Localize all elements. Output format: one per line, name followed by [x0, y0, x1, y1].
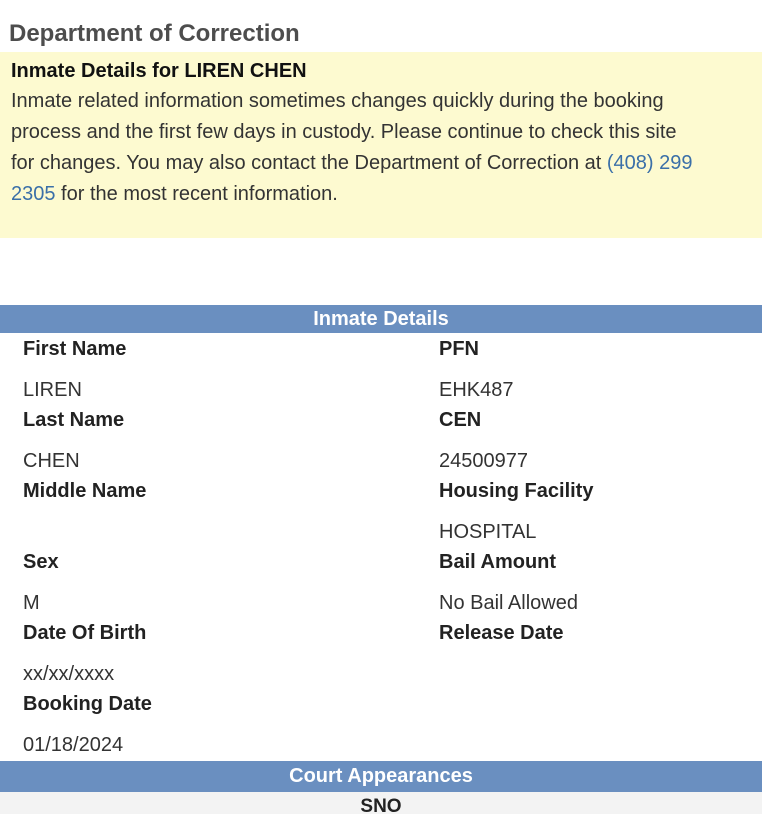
field-date-of-birth — [23, 617, 403, 688]
field-label: Last Name — [23, 409, 125, 431]
field-value: 01/18/2024 — [23, 734, 124, 756]
inmate-details-left-column — [23, 333, 403, 759]
field-label: Date Of Birth — [23, 622, 147, 644]
field-pfn — [439, 333, 759, 404]
field-label: Booking Date — [23, 693, 152, 715]
notice-line: for changes. You may also contact the Department of Correction at — [11, 152, 607, 174]
field-value: No Bail Allowed — [439, 592, 578, 614]
field-release-date — [439, 617, 759, 688]
inmate-details-header: Inmate Details — [0, 305, 762, 333]
field-value: M — [23, 592, 40, 614]
field-last-name — [23, 404, 403, 475]
field-value: 24500977 — [439, 450, 528, 472]
notice-line: process and the first few days in custody. Please continue to check this site — [11, 121, 677, 143]
notice-line: Inmate related information sometimes changes quickly during the booking — [11, 90, 664, 112]
field-bail-amount — [439, 546, 759, 617]
field-label: First Name — [23, 338, 127, 360]
field-value — [439, 655, 759, 688]
notice-body — [11, 86, 758, 210]
field-cen — [439, 404, 759, 475]
table-column-header-sno: SNO — [0, 792, 762, 814]
notice-line: for the most recent information. — [55, 183, 338, 205]
field-first-name — [23, 333, 403, 404]
field-label: Housing Facility — [439, 480, 594, 502]
field-label: CEN — [439, 409, 482, 431]
notice-heading: Inmate Details for LIREN CHEN — [11, 60, 307, 82]
field-value — [23, 513, 403, 546]
field-label: Sex — [23, 551, 59, 573]
phone-link-part[interactable]: 2305 — [11, 183, 56, 205]
field-value: LIREN — [23, 379, 82, 401]
field-label: Middle Name — [23, 480, 147, 502]
inmate-details-right-column — [439, 333, 759, 688]
field-value: CHEN — [23, 450, 80, 472]
field-middle-name — [23, 475, 403, 546]
page-title: Department of Correction — [9, 20, 300, 47]
field-housing-facility — [439, 475, 759, 546]
phone-link-part[interactable]: (408) 299 — [606, 152, 693, 174]
field-sex — [23, 546, 403, 617]
field-label: Bail Amount — [439, 551, 557, 573]
field-value: EHK487 — [439, 379, 514, 401]
field-value: xx/xx/xxxx — [23, 663, 115, 685]
field-booking-date — [23, 688, 403, 759]
info-notice — [0, 52, 762, 238]
field-value: HOSPITAL — [439, 521, 537, 543]
field-label: PFN — [439, 338, 479, 360]
field-label: Release Date — [439, 622, 564, 644]
court-appearances-header: Court Appearances — [0, 761, 762, 792]
